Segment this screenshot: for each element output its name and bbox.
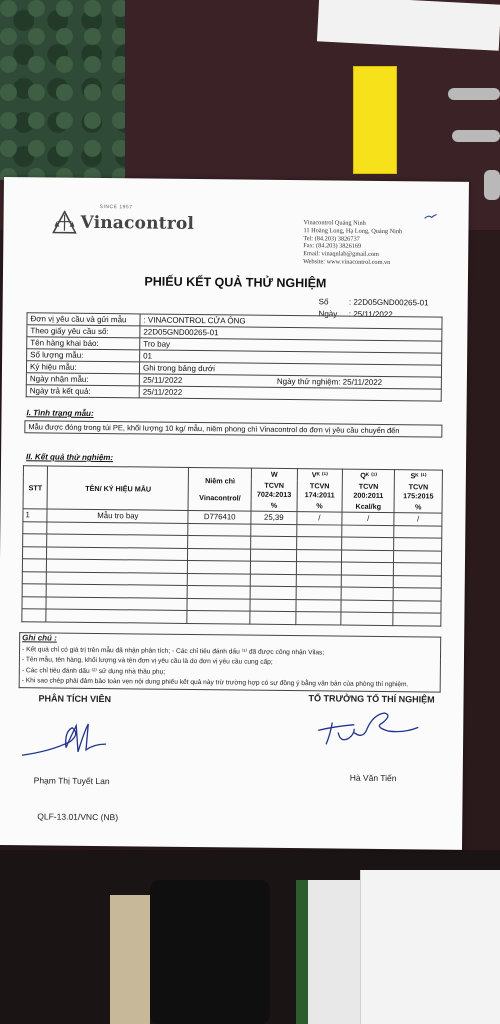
empty-cell [296, 587, 342, 600]
col-seal-line1: Niêm chì [205, 476, 236, 486]
address-line: 11 Hoàng Long, Hạ Long, Quảng Ninh [303, 226, 403, 235]
pen-mark-icon [424, 213, 438, 219]
key-icon [484, 170, 500, 200]
info-value-text: Ghi trong bảng dưới [142, 363, 216, 374]
empty-cell [393, 575, 441, 588]
empty-cell [393, 588, 441, 601]
logo-since: SINCE 1957 [99, 204, 133, 211]
address-line: Vinacontrol Quảng Ninh [303, 219, 366, 227]
cell-stt: 1 [23, 509, 48, 522]
col-v-std: TCVN 174:2011 [297, 480, 343, 500]
empty-cell [250, 599, 296, 612]
col-q-std: TCVN 200:2011 [342, 481, 394, 502]
empty-cell [394, 538, 442, 551]
info-label: Ngày nhận mẫu: [26, 373, 139, 386]
empty-cell [296, 537, 342, 550]
col-w-unit: % [251, 500, 297, 512]
test-date: Ngày thử nghiệm: 25/11/2022 [276, 376, 383, 387]
empty-cell [22, 609, 47, 622]
info-value-text: 22D05GND00265-01 [143, 327, 219, 338]
lead-name: Hà Văn Tiến [349, 772, 397, 784]
empty-cell [23, 534, 48, 547]
empty-rows [22, 521, 442, 625]
col-w: W [251, 468, 297, 480]
info-value [139, 386, 441, 401]
sample-info-table [26, 309, 443, 401]
so-label: Số [318, 297, 329, 307]
company-address [303, 219, 402, 267]
note-line: - Khi sao chép phải đảm bảo toàn vẹn nội dung phiếu kết quả này trừ trường hợp có sự đồng ý bằng văn bản của phòng thí nghiệm. [19, 676, 441, 692]
key-icon [452, 130, 500, 142]
empty-cell [46, 609, 187, 623]
empty-cell [341, 600, 393, 613]
info-label: Số lượng mẫu: [27, 349, 140, 362]
empty-cell [23, 521, 48, 534]
sticky-note [353, 66, 397, 174]
empty-cell [342, 537, 394, 550]
empty-cell [188, 573, 251, 586]
col-seal [188, 467, 251, 511]
col-stt: STT [23, 466, 48, 509]
logo-text: Vinacontrol [80, 212, 195, 234]
col-s: Sᴷ ⁽¹⁾ [395, 470, 443, 482]
empty-cell [341, 575, 393, 588]
cell-v: / [297, 512, 343, 525]
empty-cell [342, 550, 394, 563]
col-v-unit: % [297, 500, 343, 512]
cloth [110, 895, 150, 1024]
address-line: Fax: (84.203) 3826169 [303, 242, 362, 251]
cell-q: / [342, 512, 394, 525]
empty-cell [250, 574, 296, 587]
empty-cell [250, 586, 296, 599]
lead-title: TỔ TRƯỞNG TỔ THÍ NGHIỆM [308, 693, 435, 705]
cell-seal: D776410 [188, 510, 251, 523]
lead-signature-icon [314, 708, 424, 753]
empty-cell [296, 574, 342, 587]
empty-cell [341, 587, 393, 600]
results-table [21, 465, 443, 626]
address-line: Email: vinaqnlab@gmail.com [303, 250, 379, 259]
company-logo [51, 211, 194, 236]
empty-cell [188, 585, 251, 598]
empty-cell [22, 571, 47, 584]
fabric-pattern [0, 0, 125, 180]
document-title: PHIẾU KẾT QUẢ THỬ NGHIỆM [144, 274, 327, 291]
empty-cell [251, 524, 297, 537]
empty-cell [296, 599, 342, 612]
empty-cell [295, 612, 341, 625]
ngay-label: Ngày [318, 309, 338, 319]
empty-cell [393, 600, 441, 613]
col-s-std: TCVN 175:2015 [394, 481, 442, 501]
results-header-row [23, 466, 442, 482]
test-result-sheet [0, 177, 469, 850]
info-label: Đơn vị yêu cầu và gửi mẫu [27, 313, 140, 326]
empty-cell [393, 613, 441, 626]
notes-box [19, 632, 442, 692]
empty-cell [188, 535, 251, 548]
empty-cell [187, 598, 250, 611]
empty-cell [342, 525, 394, 538]
empty-cell [188, 548, 251, 561]
note-line: - Các chỉ tiêu đánh dấu ⁽²⁾ sử dụng nhà thầu phụ; [19, 666, 441, 681]
empty-cell [296, 549, 342, 562]
empty-cell [251, 549, 297, 562]
ngay-value: : 25/11/2022 [348, 309, 393, 320]
empty-cell [341, 612, 393, 625]
section-1-heading: I. Tình trạng mẫu: [26, 408, 94, 418]
empty-cell [251, 536, 297, 549]
sample-condition-text: Mẫu được đóng trong túi PE, khối lượng 10 kg/ mẫu, niêm phong chì Vinacontrol do đơn vị yêu cầu chuyển đến [24, 420, 442, 437]
analyst-name: Phạm Thị Tuyết Lan [33, 775, 110, 787]
col-seal-line2: Vinacontrol/ [199, 493, 241, 503]
info-value-text: : VINACONTROL CỬA ÔNG [143, 315, 246, 326]
empty-cell [250, 561, 296, 574]
empty-cell [394, 550, 442, 563]
empty-cell [188, 523, 251, 536]
info-value-text: 01 [143, 351, 153, 361]
address-line: Website: www.vinacontrol.com.vn [303, 258, 391, 267]
section-2-heading: II. Kết quả thử nghiệm: [26, 452, 114, 463]
info-label: Ngày trả kết quả: [26, 385, 139, 398]
analyst-title: PHÂN TÍCH VIÊN [38, 693, 112, 705]
empty-cell [296, 562, 342, 575]
empty-cell [188, 560, 251, 573]
col-s-unit: % [394, 501, 442, 513]
col-q-unit: Kcal/kg [342, 501, 394, 513]
empty-cell [296, 524, 342, 537]
notes-heading: Ghi chú : [22, 633, 57, 643]
cell-s: / [394, 513, 442, 526]
empty-cell [22, 559, 47, 572]
form-code: QLF-13.01/VNC (NB) [37, 811, 119, 823]
info-label: Tên hàng khai báo: [27, 337, 140, 350]
info-label: Ký hiệu mẫu: [26, 361, 139, 374]
document-number [319, 297, 429, 307]
note-line: - Kết quả chỉ có giá trị trên mẫu đã nhận phân tích; - Các chỉ tiêu đánh dấu ⁽¹⁾ đã được công nhận Vilas; [19, 645, 441, 660]
empty-cell [394, 563, 442, 576]
dark-object [150, 880, 270, 1024]
col-name: TÊN/ KÝ HIỆU MẪU [47, 466, 189, 510]
analyst-signature-icon [20, 717, 120, 762]
empty-cell [23, 546, 48, 559]
address-line: Tel: (84.203) 3826737 [303, 234, 360, 243]
info-label: Theo giấy yêu cầu số: [27, 325, 140, 338]
so-value: : 22D05GND00265-01 [348, 297, 429, 308]
col-v: Vᴷ ⁽¹⁾ [297, 469, 343, 481]
empty-cell [22, 596, 47, 609]
note-line: - Tên mẫu, tên hàng, khối lượng và tên đơn vị yêu cầu là do đơn vị yêu cầu cung cấp; [19, 655, 441, 670]
col-w-std: TCVN 7024:2013 [251, 480, 297, 500]
info-value-text: Tro bay [143, 339, 171, 349]
cell-name: Mẫu tro bay [47, 509, 188, 523]
key-icon [448, 88, 500, 100]
empty-cell [394, 525, 442, 538]
green-binder [296, 880, 308, 1024]
empty-cell [342, 562, 394, 575]
empty-cell [22, 584, 47, 597]
info-value-text: 25/11/2022 [142, 375, 183, 385]
empty-cell [250, 611, 296, 624]
scale-logo-icon [51, 211, 77, 235]
cell-w: 25,39 [251, 511, 297, 524]
empty-cell [187, 610, 250, 623]
info-value-text: 25/11/2022 [142, 387, 183, 397]
col-q: Qᴷ ⁽¹⁾ [343, 469, 395, 481]
paper-stack-top [360, 870, 500, 1024]
